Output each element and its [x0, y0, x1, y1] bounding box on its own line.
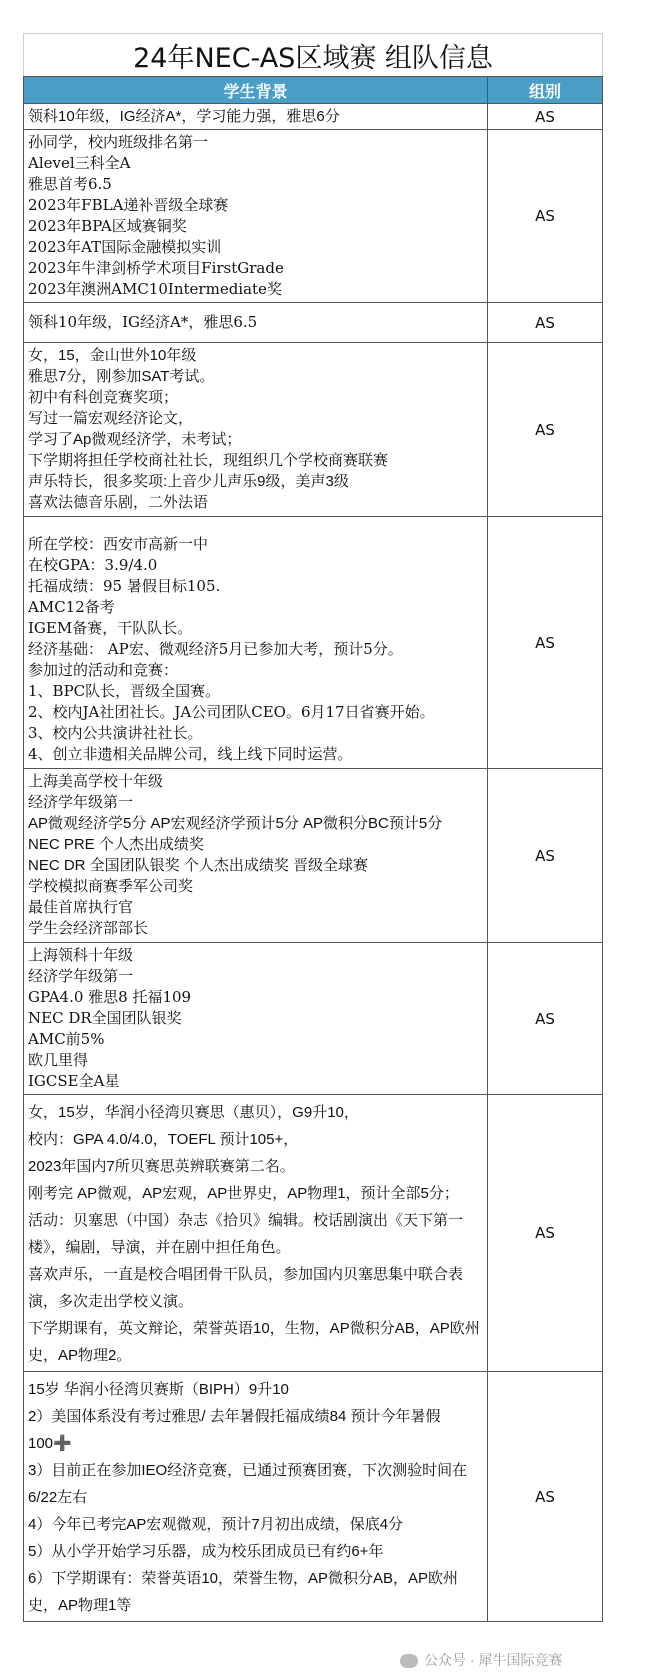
table-row [24, 517, 603, 769]
background-line: 2023年国内7所贝赛思英辨联赛第二名。 [28, 1158, 295, 1175]
table-row [24, 104, 603, 130]
table-row [24, 1095, 603, 1372]
background-cell [24, 130, 488, 303]
info-sheet [23, 33, 602, 1622]
group-cell: AS [488, 943, 603, 1095]
background-line: 2023年BPA区域赛铜奖 [28, 217, 187, 235]
background-line: 写过一篇宏观经济论文， [28, 410, 194, 427]
background-line: AMC前5% [28, 1030, 105, 1048]
group-cell: AS [488, 303, 603, 343]
background-line: 最佳首席执行官 [28, 899, 134, 916]
background-line: AMC12备考 [28, 598, 115, 616]
background-line: 女，15，金山世外10年级 [28, 347, 197, 364]
background-line: 2023年AT国际金融模拟实训 [28, 238, 222, 256]
sheet-title: 24年NEC-AS区域赛 组队信息 [24, 34, 603, 77]
background-line: 欧几里得 [28, 1051, 89, 1069]
group-cell: AS [488, 130, 603, 303]
background-line: NEC DR 全国团队银奖 个人杰出成绩奖 晋级全球赛 [28, 857, 369, 874]
background-line: 2）美国体系没有考过雅思/ 去年暑假托福成绩84 预计今年暑假100➕ [28, 1408, 441, 1452]
group-cell: AS [488, 104, 603, 130]
background-line: GPA4.0 雅思8 托福109 [28, 988, 192, 1006]
group-cell: AS [488, 1095, 603, 1372]
background-line: 4）今年已考完AP宏观微观，预计7月初出成绩，保底4分 [28, 1516, 404, 1533]
background-cell [24, 943, 488, 1095]
background-line: 学生会经济部部长 [28, 920, 149, 937]
background-line: 初中有科创竞赛奖项； [28, 389, 179, 406]
background-line: 2023年澳洲AMC10Intermediate奖 [28, 280, 282, 298]
header-row [24, 77, 603, 104]
background-line: NEC PRE 个人杰出成绩奖 [28, 836, 204, 853]
background-line: 2023年FBLA递补晋级全球赛 [28, 196, 229, 214]
table-row [24, 1372, 603, 1622]
background-line: 学校模拟商赛季军公司奖 [28, 878, 194, 895]
background-cell [24, 104, 488, 130]
group-cell: AS [488, 343, 603, 517]
background-line: 孙同学，校内班级排名第一 [28, 133, 209, 151]
background-line: 15岁 华润小径湾贝赛斯（BIPH）9升10 [28, 1381, 289, 1398]
background-line: 雅思7分，刚参加SAT考试。 [28, 368, 215, 385]
background-line: 活动：贝塞思（中国）杂志《拾贝》编辑。校话剧演出《天下第一楼》，编剧，导演，并在剧中担任角色。 [28, 1212, 464, 1256]
background-line: 6）下学期课有：荣誉英语10，荣誉生物，AP微积分AB，AP欧州史，AP物理1等 [28, 1570, 459, 1614]
title-row [24, 34, 603, 77]
team-info-table [23, 33, 603, 1622]
background-line: 经济学年级第一 [28, 967, 134, 985]
background-line: 女，15岁，华润小径湾贝赛思（惠贝），G9升10， [28, 1104, 359, 1121]
background-cell [24, 303, 488, 343]
background-line: 参加过的活动和竞赛： [28, 661, 179, 679]
background-line: 1、BPC队长，晋级全国赛。 [28, 682, 221, 700]
group-cell: AS [488, 1372, 603, 1622]
background-line: 2、校内JA社团社长。JA公司团队CEO。6月17日省赛开始。 [28, 703, 435, 721]
background-line: 校内：GPA 4.0/4.0，TOEFL 预计105+， [28, 1131, 299, 1148]
background-line: 托福成绩：95 暑假目标105. [28, 577, 221, 595]
column-header-background: 学生背景 [24, 77, 488, 104]
group-cell: AS [488, 769, 603, 943]
table-row [24, 303, 603, 343]
background-line: 在校GPA：3.9/4.0 [28, 556, 158, 574]
watermark [400, 1650, 562, 1670]
background-line: 下学期课有，英文辩论，荣誉英语10，生物，AP微积分AB，AP欧州史，AP物理2。 [28, 1320, 480, 1364]
background-cell [24, 343, 488, 517]
background-line: 声乐特长，很多奖项:上音少儿声乐9级，美声3级 [28, 473, 349, 490]
background-line: 上海领科十年级 [28, 946, 134, 964]
background-cell [24, 1372, 488, 1622]
background-line: 领科10年级，IG经济A*，学习能力强，雅思6分 [28, 108, 340, 125]
background-line: 刚考完 AP微观，AP宏观，AP世界史，AP物理1，预计全部5分； [28, 1185, 459, 1202]
background-line: AP微观经济学5分 AP宏观经济学预计5分 AP微积分BC预计5分 [28, 815, 443, 832]
background-line: 上海美高学校十年级 [28, 773, 164, 790]
background-line: 5）从小学开始学习乐器，成为校乐团成员已有约6+年 [28, 1543, 384, 1560]
background-line: 经济基础： AP宏、微观经济5月已参加大考，预计5分。 [28, 640, 403, 658]
background-line: IGEM备赛，干队队长。 [28, 619, 193, 637]
background-line: 4、创立非遗相关品牌公司，线上线下同时运营。 [28, 745, 353, 763]
background-line: 下学期将担任学校商社社长，现组织几个学校商赛联赛 [28, 452, 389, 469]
watermark-text: 公众号 · 犀牛国际竞赛 [424, 1652, 563, 1668]
background-line: 学习了Ap微观经济学，未考试； [28, 431, 242, 448]
wechat-icon [400, 1654, 418, 1668]
table-row [24, 343, 603, 517]
background-line: NEC DR全国团队银奖 [28, 1009, 182, 1027]
background-line: 喜欢声乐，一直是校合唱团骨干队员，参加国内贝塞思集中联合表演，多次走出学校义演。 [28, 1266, 464, 1310]
background-line: 3）目前正在参加IEO经济竞赛，已通过预赛团赛，下次测验时间在6/22左右 [28, 1462, 468, 1506]
column-header-group: 组别 [488, 77, 603, 104]
background-line: Alevel三科全A [28, 154, 131, 172]
table-row [24, 130, 603, 303]
table-row [24, 769, 603, 943]
background-line: 雅思首考6.5 [28, 175, 112, 193]
group-cell: AS [488, 517, 603, 769]
background-cell [24, 769, 488, 943]
background-line: 3、校内公共演讲社社长。 [28, 724, 203, 742]
background-line: 喜欢法德音乐剧，二外法语 [28, 494, 209, 511]
table-row [24, 943, 603, 1095]
background-line: 领科10年级，IG经济A*，雅思6.5 [28, 313, 258, 331]
background-line [28, 519, 483, 534]
background-line: 2023年牛津剑桥学术项目FirstGrade [28, 259, 284, 277]
background-cell [24, 517, 488, 769]
background-line: IGCSE全A星 [28, 1072, 120, 1090]
background-cell [24, 1095, 488, 1372]
background-line: 经济学年级第一 [28, 794, 134, 811]
background-line: 所在学校：西安市高新一中 [28, 535, 209, 553]
